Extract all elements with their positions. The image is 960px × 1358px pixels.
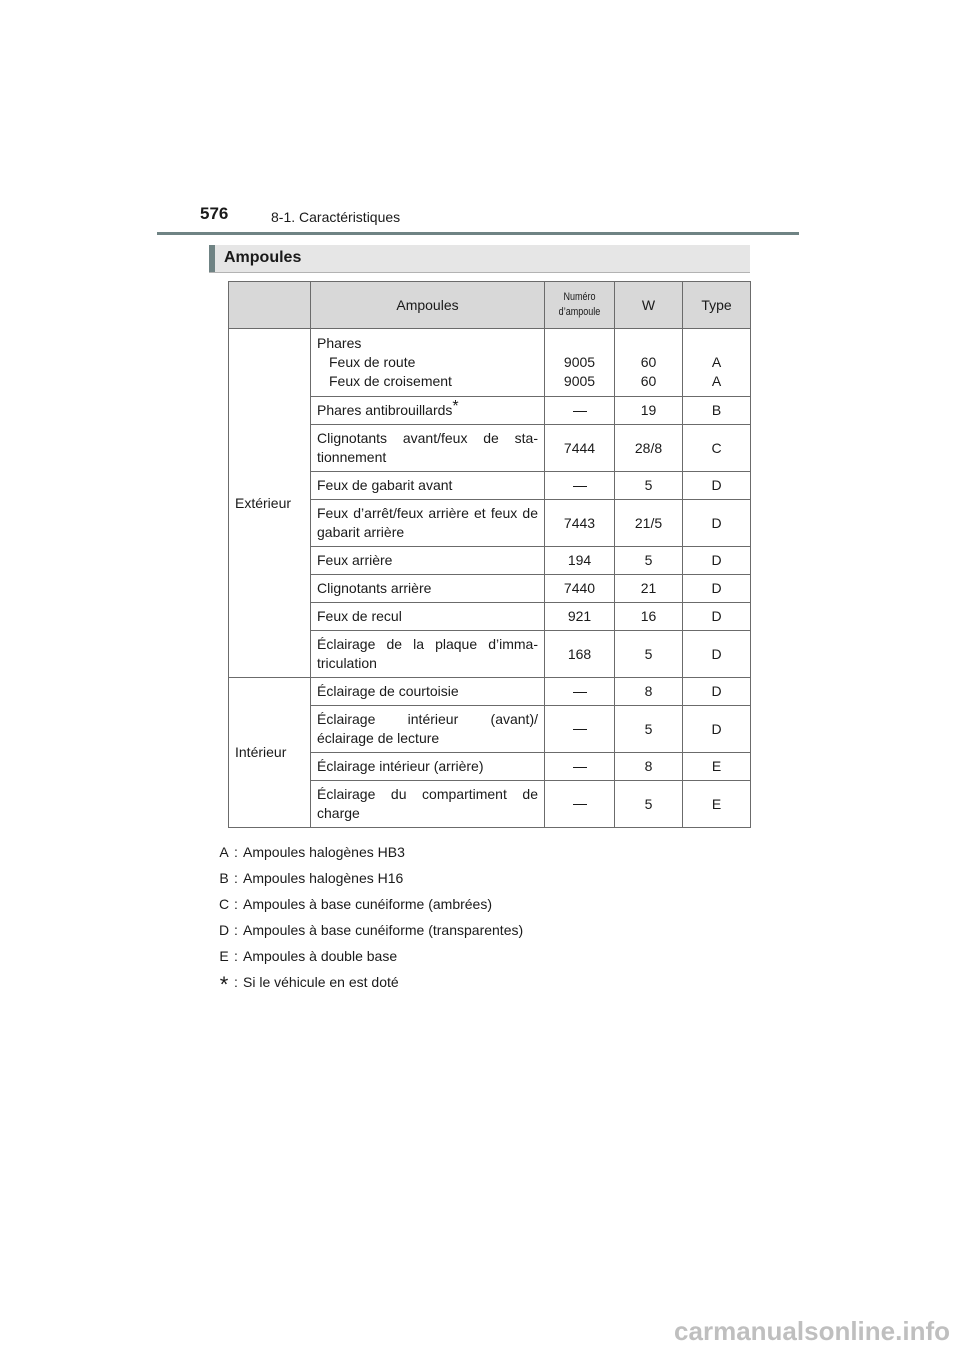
bulb-type: E [683,781,751,828]
bulb-watts-value: 60 [640,373,657,389]
bulb-watts: 5 [615,472,683,500]
bulb-watts: 16 [615,603,683,631]
bulb-watts: 8 [615,678,683,706]
bulb-type: D [683,500,751,547]
bulb-name-text: Phares antibrouillards [317,402,453,418]
bulb-watts: 5 [615,631,683,678]
legend-separator: : [234,896,238,912]
footnote-star-key: * [219,972,229,997]
group-interior: Intérieur [229,678,311,828]
bulb-watts: 8 [615,753,683,781]
legend-key: E [219,948,229,964]
section-title: Ampoules [224,249,302,266]
legend-text: Ampoules à base cunéiforme (ambrées) [243,896,493,912]
bulb-number: 168 [545,631,615,678]
legend-key: C [218,896,230,912]
legend-separator: : [234,922,238,938]
bulb-name: Feux de gabarit avant [311,472,545,500]
bulb-type: D [683,547,751,575]
bulb-type: D [683,575,751,603]
dash-mark [573,486,587,487]
bulb-name-sub: Feux de croisement [329,373,452,389]
bulb-number [545,329,615,397]
legend-text: Si le véhicule en est doté [243,974,399,990]
bulb-type: D [683,631,751,678]
bulb-name: Clignotants arrière [311,575,545,603]
bulb-name: Feux arrière [311,547,545,575]
legend-text: Ampoules à base cunéiforme (transparentes) [243,922,524,938]
legend-item [217,943,523,969]
section-accent [209,245,215,272]
bulb-number: 921 [545,603,615,631]
bulb-number-none [545,678,615,706]
bulb-type: C [683,425,751,472]
bulb-watts-value: 60 [640,354,657,370]
bulb-type: D [683,678,751,706]
bulb-type: E [683,753,751,781]
legend-item [217,839,523,865]
page-number: 576 [200,204,229,223]
legend-item [217,891,523,917]
bulb-watts: 5 [615,781,683,828]
footnote-star: * [452,398,459,415]
chapter-title: 8-1. Caractéristiques [271,209,401,225]
bulb-name: Éclairage du compartiment de charge [311,781,545,828]
bulb-watts: 28/8 [615,425,683,472]
header-bulb-number-line1: Numéro [563,291,596,303]
header-bulb-number [545,282,615,329]
header-bulbs: Ampoules [311,282,545,329]
bulb-type: D [683,472,751,500]
legend-text: Ampoules à double base [243,948,398,964]
group-exterior: Extérieur [229,329,311,678]
legend-item [217,865,523,891]
section-heading [209,245,750,273]
bulb-name [311,397,545,425]
table-row [229,329,751,397]
legend-item [217,917,523,943]
bulb-type-value: A [711,373,722,389]
header-bulb-number-line2: d’ampoule [558,306,601,318]
bulb-table [228,281,751,828]
legend-key: A [219,844,229,860]
bulb-name: Éclairage intérieur (arrière) [311,753,545,781]
bulb-type [683,329,751,397]
legend-key: B [219,870,229,886]
bulb-watts: 5 [615,547,683,575]
bulb-number-value: 9005 [563,373,596,389]
bulb-name: Éclairage de la plaque d’imma-triculation [311,631,545,678]
header-rule [157,232,799,235]
bulb-number: 7440 [545,575,615,603]
dash-mark [573,411,587,412]
legend-separator: : [234,974,238,990]
bulb-name [311,329,545,397]
table-header-row [229,282,751,329]
header-type: Type [683,282,751,329]
bulb-number: 194 [545,547,615,575]
dash-mark [573,804,587,805]
bulb-type: B [683,397,751,425]
watermark: carmanualsonline.info [674,1316,950,1346]
bulb-watts: 21 [615,575,683,603]
bulb-number-value: 9005 [563,354,596,370]
bulb-number: 7444 [545,425,615,472]
bulb-watts: 21/5 [615,500,683,547]
legend-text: Ampoules halogènes H16 [243,870,404,886]
bulb-number-none [545,753,615,781]
bulb-name: Feux d’arrêt/feux arrière et feux de gabarit arrière [311,500,545,547]
table-row [229,678,751,706]
legend [217,839,523,995]
legend-separator: : [234,844,238,860]
bulb-watts: 19 [615,397,683,425]
bulb-number-none [545,706,615,753]
bulb-type-value: A [711,354,722,370]
dash-mark [573,729,587,730]
bulb-number: 7443 [545,500,615,547]
legend-item [217,969,523,995]
bulb-watts [615,329,683,397]
legend-key: D [218,922,230,938]
bulb-name: Clignotants avant/feux de sta-tionnement [311,425,545,472]
bulb-name-title: Phares [317,335,362,351]
dash-mark [573,767,587,768]
legend-text: Ampoules halogènes HB3 [243,844,405,860]
bulb-type: D [683,603,751,631]
header-empty [229,282,311,329]
bulb-name: Éclairage de courtoisie [311,678,545,706]
bulb-name: Feux de recul [311,603,545,631]
header-watts: W [615,282,683,329]
bulb-name-sub: Feux de route [329,354,416,370]
bulb-type: D [683,706,751,753]
legend-separator: : [234,948,238,964]
dash-mark [573,692,587,693]
bulb-number-none [545,397,615,425]
bulb-name: Éclairage intérieur (avant)/ éclairage de lecture [311,706,545,753]
bulb-number-none [545,781,615,828]
legend-separator: : [234,870,238,886]
bulb-watts: 5 [615,706,683,753]
bulb-number-none [545,472,615,500]
